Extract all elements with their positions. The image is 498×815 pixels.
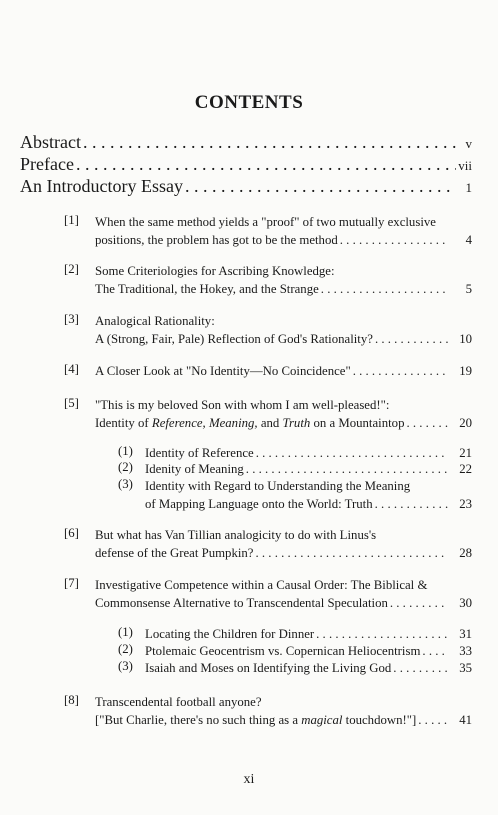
- entry-page: 28: [459, 546, 472, 560]
- toc-entry-5[interactable]: [64, 396, 472, 432]
- toc-subentry-7-2[interactable]: [118, 642, 472, 660]
- entry-page: 4: [465, 233, 472, 247]
- toc-entry-introductory-essay[interactable]: [20, 176, 472, 197]
- entry-number: [1]: [64, 213, 79, 227]
- toc-page: v: [465, 136, 472, 151]
- toc-entry-8[interactable]: [64, 693, 472, 729]
- entry-text-part: touchdown!"]: [342, 713, 417, 727]
- entry-line: Investigative Competence within a Causal Order: The Biblical &: [95, 578, 428, 592]
- entry-text-part: on a Mountaintop: [310, 416, 405, 430]
- subentry-number: (1): [118, 625, 133, 639]
- toc-label: Abstract: [20, 132, 81, 152]
- leader-dots: [316, 625, 448, 643]
- subentry-page: 33: [459, 644, 472, 658]
- entry-line: [95, 711, 416, 729]
- toc-entry-preface[interactable]: [20, 154, 472, 175]
- entry-number: [2]: [64, 262, 79, 276]
- toc-entry-7[interactable]: [64, 576, 472, 612]
- entry-line: When the same method yields a "proof" of two mutually exclusive: [95, 215, 436, 229]
- leader-dots: [185, 176, 456, 197]
- toc-entry-3[interactable]: [64, 312, 472, 348]
- subentry-page: 22: [459, 462, 472, 476]
- toc-label: Preface: [20, 154, 74, 174]
- entry-number: [4]: [64, 362, 79, 376]
- entry-line: defense of the Great Pumpkin?: [95, 546, 254, 560]
- subentry-page: 31: [459, 627, 472, 641]
- entry-line: Transcendental football anyone?: [95, 695, 262, 709]
- subentry-line: Idenity of Meaning: [145, 462, 244, 476]
- entry-text-italic: Reference, Meaning,: [151, 416, 258, 430]
- entry-line: The Traditional, the Hokey, and the Strange: [95, 282, 319, 296]
- leader-dots: [375, 330, 448, 348]
- subentry-number: (2): [118, 460, 133, 474]
- entry-page: 5: [465, 282, 472, 296]
- leader-dots: [393, 659, 448, 677]
- entry-page: 19: [459, 364, 472, 378]
- subentry-number: (2): [118, 642, 133, 656]
- leader-dots: [422, 642, 448, 660]
- entry-page: 20: [459, 416, 472, 430]
- page-number-footer: xi: [243, 772, 255, 787]
- toc-entry-1[interactable]: [64, 213, 472, 249]
- subentry-line: Locating the Children for Dinner: [145, 627, 315, 641]
- toc-entry-6[interactable]: [64, 526, 472, 562]
- entry-line: A (Strong, Fair, Pale) Reflection of God's Rationality?: [95, 332, 373, 346]
- toc-entry-2[interactable]: [64, 262, 472, 298]
- toc-label: An Introductory Essay: [20, 176, 183, 196]
- leader-dots: [353, 362, 448, 380]
- leader-dots: [256, 544, 449, 562]
- entry-line: A Closer Look at "No Identity—No Coincidence": [95, 364, 351, 378]
- page-title: CONTENTS: [194, 92, 304, 113]
- entry-text-part: Identity of: [95, 416, 152, 430]
- toc-entry-abstract[interactable]: [20, 132, 472, 153]
- entry-number: [7]: [64, 576, 79, 590]
- entry-line: Some Criteriologies for Ascribing Knowledge:: [95, 264, 335, 278]
- entry-number: [3]: [64, 312, 79, 326]
- entry-page: 30: [459, 596, 472, 610]
- subentry-page: 35: [459, 661, 472, 675]
- leader-dots: [406, 414, 448, 432]
- subentry-number: (1): [118, 444, 133, 458]
- subentry-page: 21: [459, 446, 472, 460]
- entry-text-italic: magical: [301, 713, 343, 727]
- leader-dots: [340, 231, 448, 249]
- entry-line: "This is my beloved Son with whom I am well-pleased!":: [95, 398, 390, 412]
- leader-dots: [390, 594, 448, 612]
- subentry-number: (3): [118, 659, 133, 673]
- entry-text-italic: Truth: [282, 416, 311, 430]
- entry-number: [8]: [64, 693, 79, 707]
- toc-subentry-5-2[interactable]: [118, 460, 472, 478]
- subentry-number: (3): [118, 477, 133, 491]
- entry-text-part: ["But Charlie, there's no such thing as a: [95, 713, 302, 727]
- toc-subentry-5-3[interactable]: [118, 477, 472, 513]
- entry-line: [95, 414, 404, 432]
- leader-dots: [246, 460, 448, 478]
- leader-dots: [375, 495, 448, 513]
- leader-dots: [83, 132, 456, 153]
- entry-page: 10: [459, 332, 472, 346]
- leader-dots: [418, 711, 448, 729]
- entry-number: [5]: [64, 396, 79, 410]
- toc-subentry-7-3[interactable]: [118, 659, 472, 677]
- subentry-line: Identity with Regard to Understanding the Meaning: [145, 479, 411, 493]
- toc-page: 1: [465, 180, 472, 195]
- entry-line: But what has Van Tillian analogicity to do with Linus's: [95, 528, 377, 542]
- toc-entry-4[interactable]: [64, 362, 472, 380]
- subentry-line: Identity of Reference: [145, 446, 254, 460]
- entry-line: Analogical Rationality:: [95, 314, 215, 328]
- entry-line: Commonsense Alternative to Transcendental Speculation: [95, 596, 388, 610]
- subentry-page: 23: [459, 497, 472, 511]
- subentry-line: Ptolemaic Geocentrism vs. Copernican Heliocentrism: [145, 644, 421, 658]
- entry-line: positions, the problem has got to be the method: [95, 233, 338, 247]
- toc-subentry-7-1[interactable]: [118, 625, 472, 643]
- entry-page: 41: [459, 713, 472, 727]
- leader-dots: [76, 154, 456, 175]
- toc-page: vii: [458, 158, 472, 173]
- subentry-line: Isaiah and Moses on Identifying the Living God: [145, 661, 392, 675]
- entry-number: [6]: [64, 526, 79, 540]
- leader-dots: [321, 280, 448, 298]
- subentry-line: of Mapping Language onto the World: Truth: [145, 497, 373, 511]
- entry-text-part: and: [257, 416, 283, 430]
